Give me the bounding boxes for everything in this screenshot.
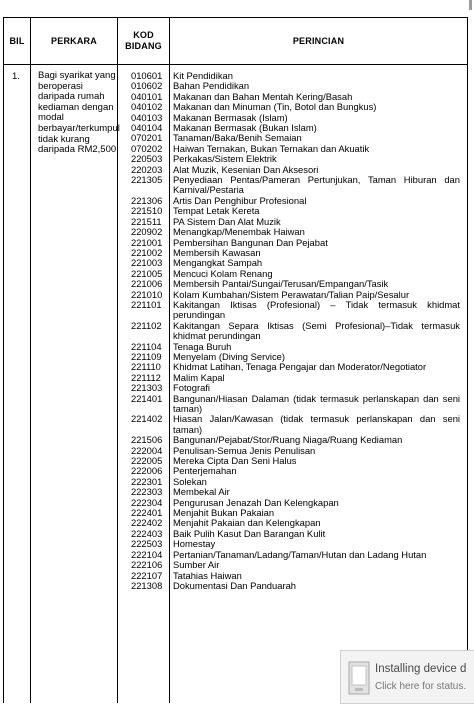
kod-bidang-cell: 221110 bbox=[131, 361, 161, 373]
kod-bidang-cell: 070202 bbox=[131, 142, 163, 154]
kod-bidang-cell: 221002 bbox=[131, 246, 163, 258]
table-row bbox=[120, 342, 463, 352]
table-row bbox=[120, 529, 463, 539]
kod-bidang-cell: 221006 bbox=[131, 278, 163, 290]
kod-bidang-cell: 222005 bbox=[131, 455, 163, 467]
perincian-cell: Sumber Air bbox=[173, 559, 220, 571]
kod-bidang-cell: 222104 bbox=[131, 548, 163, 560]
entry-number: 1. bbox=[12, 71, 20, 82]
kod-bidang-cell: 221402 bbox=[131, 413, 163, 425]
device-install-notification[interactable] bbox=[340, 650, 474, 704]
kod-bidang-cell: 221308 bbox=[131, 579, 163, 591]
table-row bbox=[120, 258, 463, 268]
perincian-cell: Pembersihan Bangunan Dan Pejabat bbox=[173, 236, 328, 248]
kod-bidang-cell: 221005 bbox=[131, 267, 163, 279]
perincian-cell: PA Sistem Dan Alat Muzik bbox=[173, 215, 281, 227]
kod-bidang-cell: 220902 bbox=[131, 226, 163, 238]
kod-bidang-cell: 220203 bbox=[131, 163, 163, 175]
header-perincian: PERINCIAN bbox=[292, 35, 345, 46]
perincian-cell: Bahan Pendidikan bbox=[173, 80, 250, 92]
table-row bbox=[120, 227, 463, 237]
perincian-cell: Makanan Bermasak (Bukan Islam) bbox=[173, 122, 317, 134]
table-header bbox=[4, 18, 467, 65]
perincian-cell: Kakitangan Separa Iktisas (Semi Profesional)–Tidak termasuk khidmat perundingan bbox=[173, 319, 460, 342]
perincian-cell: Bangunan/Pejabat/Stor/Ruang Niaga/Ruang Kediaman bbox=[173, 434, 403, 446]
device-install-icon bbox=[348, 661, 370, 695]
table-row bbox=[120, 477, 463, 487]
kod-bidang-cell: 221401 bbox=[131, 392, 163, 404]
kod-bidang-cell: 222006 bbox=[131, 465, 163, 477]
perincian-cell: Khidmat Latihan, Tenaga Pengajar dan Moderator/Negotiator bbox=[173, 361, 427, 373]
kod-bidang-cell: 221112 bbox=[131, 371, 161, 383]
perincian-cell: Homestay bbox=[173, 538, 216, 550]
window-top-strip bbox=[0, 0, 474, 16]
perincian-cell: Tanaman/Baka/Benih Semaian bbox=[173, 132, 302, 144]
header-kod-line1: KOD bbox=[133, 30, 154, 40]
header-kod-line2: BIDANG bbox=[125, 41, 162, 51]
perincian-cell: Solekan bbox=[173, 475, 207, 487]
table-row bbox=[120, 300, 463, 321]
kod-bidang-cell: 221510 bbox=[131, 205, 163, 217]
table-row bbox=[120, 279, 463, 289]
kod-bidang-cell: 221109 bbox=[131, 350, 162, 362]
perincian-cell: Menjahit Bukan Pakaian bbox=[173, 507, 275, 519]
perincian-cell: Artis Dan Penghibur Profesional bbox=[173, 194, 307, 206]
table-row bbox=[120, 373, 463, 383]
perincian-cell: Kolam Kumbahan/Sistem Perawatan/Talian Paip/Sesalur bbox=[173, 288, 410, 300]
table-body bbox=[4, 65, 467, 703]
perincian-cell: Haiwan Ternakan, Bukan Ternakan dan Akuatik bbox=[173, 142, 370, 154]
table-row bbox=[120, 196, 463, 206]
perincian-cell: Mengangkat Sampah bbox=[173, 257, 263, 269]
perincian-cell: Fotografi bbox=[173, 382, 210, 394]
kod-bidang-cell: 220503 bbox=[131, 153, 163, 165]
perincian-cell: Mereka Cipta Dan Seni Halus bbox=[173, 455, 297, 467]
kod-bidang-cell: 222402 bbox=[131, 517, 163, 529]
kod-bidang-cell: 221010 bbox=[131, 288, 163, 300]
perincian-cell: Menangkap/Menembak Haiwan bbox=[173, 226, 305, 238]
perincian-cell: Menjahit Pakaian dan Kelengkapan bbox=[173, 517, 321, 529]
table-row bbox=[120, 414, 463, 435]
kod-bidang-cell: 040102 bbox=[131, 101, 163, 113]
table-row bbox=[120, 248, 463, 258]
kod-bidang-cell: 040101 bbox=[131, 90, 163, 102]
perincian-cell: Tatahias Haiwan bbox=[173, 569, 242, 581]
kod-bidang-cell: 010601 bbox=[131, 70, 163, 81]
kod-bidang-cell: 221306 bbox=[131, 194, 163, 206]
kod-bidang-cell: 040103 bbox=[131, 111, 163, 123]
header-bil: BIL bbox=[9, 35, 25, 46]
perincian-cell: Perkakas/Sistem Elektrik bbox=[173, 153, 277, 165]
kod-bidang-cell: 221104 bbox=[131, 340, 162, 352]
perincian-cell: Tenaga Buruh bbox=[173, 340, 232, 352]
kod-bidang-cell: 222304 bbox=[131, 496, 163, 508]
kod-bidang-cell: 221303 bbox=[131, 382, 163, 394]
perincian-cell: Pengurusan Jenazah Dan Kelengkapan bbox=[173, 496, 339, 508]
table-row bbox=[120, 206, 463, 216]
table-row bbox=[120, 238, 463, 248]
perincian-cell: Dokumentasi Dan Panduarah bbox=[173, 579, 296, 591]
header-kod-bidang bbox=[118, 18, 169, 64]
kod-bidang-cell: 040104 bbox=[131, 122, 163, 134]
table-row bbox=[120, 102, 463, 112]
entry-perkara: Bagi syarikat yang beroperasi daripada rumah kediaman dengan modal berbayar/terkumpul tidak kurang daripada RM2,500 bbox=[38, 70, 120, 156]
kod-bidang-cell: 221102 bbox=[131, 319, 162, 331]
perincian-cell: Membersih Kawasan bbox=[173, 246, 261, 258]
kod-bidang-cell: 222004 bbox=[131, 444, 163, 456]
perincian-cell: Bangunan/Hiasan Dalaman (tidak termasuk perlanskapan dan seni taman) bbox=[173, 392, 460, 414]
table-row bbox=[120, 466, 463, 476]
notification-title: Installing device d bbox=[375, 663, 467, 675]
kod-bidang-cell: 010602 bbox=[131, 80, 163, 92]
kod-bidang-cell: 222107 bbox=[131, 569, 163, 581]
kod-bidang-cell: 221506 bbox=[131, 434, 163, 446]
notification-subtitle[interactable]: Click here for status. bbox=[375, 681, 467, 692]
perincian-cell: Penulisan-Semua Jenis Penulisan bbox=[173, 444, 316, 456]
perincian-cell: Kakitangan Iktisas (Profesional) – Tidak termasuk khidmat perundingan bbox=[173, 298, 460, 321]
kod-bidang-cell: 221001 bbox=[131, 236, 163, 248]
kod-bidang-cell: 222503 bbox=[131, 538, 163, 550]
table-row bbox=[120, 456, 463, 466]
kod-bidang-cell: 222401 bbox=[131, 507, 163, 519]
table-row bbox=[120, 394, 463, 415]
perincian-cell: Menyelam (Diving Service) bbox=[173, 350, 286, 362]
perincian-cell: Hiasan Jalan/Kawasan (tidak termasuk perlanskapan dan seni taman) bbox=[173, 413, 460, 435]
kod-bidang-cell: 222303 bbox=[131, 486, 163, 498]
field-list bbox=[120, 71, 463, 591]
perincian-cell: Membersih Pantai/Sungai/Terusan/Empangan/Tasik bbox=[173, 278, 389, 290]
kod-bidang-cell: 070201 bbox=[131, 132, 163, 144]
header-perkara: PERKARA bbox=[51, 35, 97, 46]
table-row bbox=[120, 550, 463, 560]
kod-bidang-cell: 222403 bbox=[131, 527, 163, 539]
kod-bidang-cell: 221003 bbox=[131, 257, 163, 269]
perincian-cell: Kit Pendidikan bbox=[173, 70, 233, 81]
table-row bbox=[120, 144, 463, 154]
kod-bidang-cell: 221101 bbox=[131, 298, 162, 310]
scroll-edge-mark bbox=[469, 0, 472, 10]
kod-bidang-cell: 222106 bbox=[131, 559, 163, 571]
perincian-cell: Alat Muzik, Kesenian Dan Aksesori bbox=[173, 163, 319, 175]
perincian-cell: Makanan dan Minuman (Tin, Botol dan Bungkus) bbox=[173, 101, 377, 113]
table-row bbox=[120, 560, 463, 570]
perincian-cell: Penyediaan Pentas/Pameran Pertunjukan, Taman Hiburan dan Karnival/Pestaria bbox=[173, 174, 460, 196]
perincian-cell: Membekal Air bbox=[173, 486, 230, 498]
table-row bbox=[120, 498, 463, 508]
table-row bbox=[120, 71, 463, 81]
kod-bidang-cell: 221305 bbox=[131, 174, 163, 186]
perincian-cell: Penterjemahan bbox=[173, 465, 237, 477]
perincian-cell: Pertanian/Tanaman/Ladang/Taman/Hutan dan Ladang Hutan bbox=[173, 548, 427, 560]
table-row bbox=[120, 362, 463, 372]
table-row bbox=[120, 175, 463, 196]
perincian-cell: Makanan Bermasak (Islam) bbox=[173, 111, 288, 123]
perincian-cell: Makanan dan Bahan Mentah Kering/Basah bbox=[173, 90, 353, 102]
perincian-cell: Malim Kapal bbox=[173, 371, 225, 383]
document-table bbox=[3, 17, 468, 703]
kod-bidang-cell: 221511 bbox=[131, 215, 162, 227]
perincian-cell: Mencuci Kolam Renang bbox=[173, 267, 273, 279]
kod-bidang-cell: 222301 bbox=[131, 475, 163, 487]
perincian-cell: Tempat Letak Kereta bbox=[173, 205, 260, 217]
table-row bbox=[120, 321, 463, 342]
perincian-cell: Baik Pulih Kasut Dan Barangan Kulit bbox=[173, 527, 326, 539]
table-row bbox=[120, 581, 463, 591]
